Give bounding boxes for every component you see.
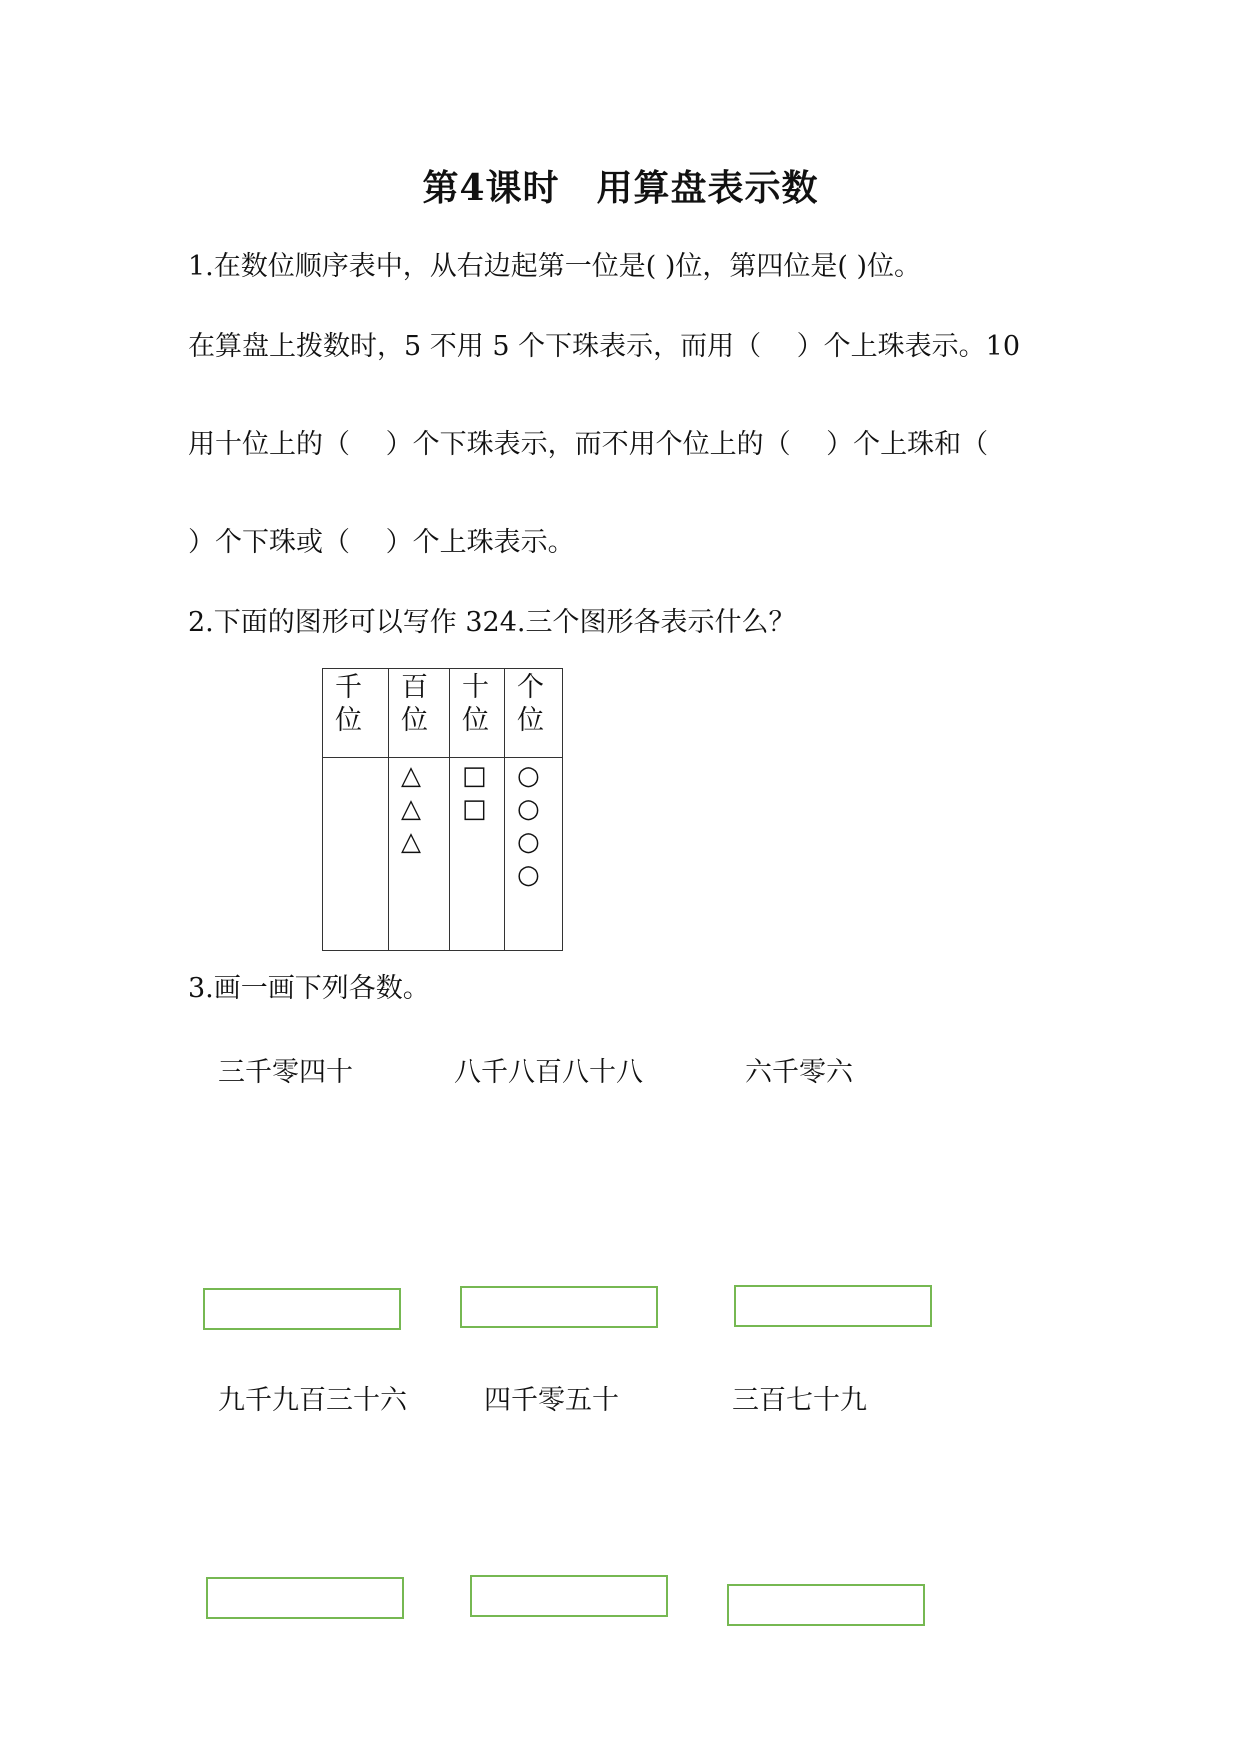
hundreds-cell — [389, 758, 450, 951]
answer-box-6[interactable] — [727, 1584, 925, 1626]
ones-cell — [505, 758, 563, 951]
tens-cell — [450, 758, 505, 951]
triangle-icon: △ — [401, 761, 421, 791]
tens-header: 十 位 — [450, 669, 505, 758]
circle-icon: ○ — [517, 827, 540, 857]
number-word-6: 三百七十九 — [732, 1385, 867, 1416]
circle-icon: ○ — [517, 794, 540, 824]
answer-box-1[interactable] — [203, 1288, 401, 1330]
answer-box-5[interactable] — [470, 1575, 668, 1617]
circle-icon: ○ — [517, 761, 540, 791]
question-1-line-1: 1.在数位顺序表中，从右边起第一位是( )位，第四位是( )位。 — [188, 251, 922, 282]
question-1-line-3: 用十位上的（ ）个下珠表示，而不用个位上的（ ）个上珠和（ — [188, 429, 989, 460]
number-word-3: 六千零六 — [745, 1057, 853, 1088]
place-value-table — [322, 668, 563, 951]
square-icon: □ — [462, 761, 487, 791]
triangle-icon: △ — [401, 827, 421, 857]
triangle-icon: △ — [401, 794, 421, 824]
number-word-4: 九千九百三十六 — [218, 1385, 407, 1416]
question-1-line-4: ）个下珠或（ ）个上珠表示。 — [188, 527, 575, 558]
question-2-text: 2.下面的图形可以写作 324.三个图形各表示什么？ — [188, 607, 796, 638]
thousands-header: 千 位 — [323, 669, 389, 758]
number-word-1: 三千零四十 — [218, 1057, 353, 1088]
hundreds-header: 百 位 — [389, 669, 450, 758]
number-word-2: 八千八百八十八 — [454, 1057, 643, 1088]
question-1-line-2: 在算盘上拨数时，5 不用 5 个下珠表示，而用（ ）个上珠表示。10 — [188, 331, 1021, 362]
question-3-text: 3.画一画下列各数。 — [188, 973, 430, 1004]
ones-header: 个 位 — [505, 669, 563, 758]
place-value-header-row — [323, 669, 563, 758]
square-icon: □ — [462, 794, 487, 824]
answer-box-4[interactable] — [206, 1577, 404, 1619]
answer-box-3[interactable] — [734, 1285, 932, 1327]
place-value-shape-row — [323, 758, 563, 951]
thousands-cell — [323, 758, 389, 951]
page-title: 第4课时 用算盘表示数 — [422, 167, 819, 209]
answer-box-2[interactable] — [460, 1286, 658, 1328]
circle-icon: ○ — [517, 860, 540, 890]
number-word-5: 四千零五十 — [484, 1385, 619, 1416]
